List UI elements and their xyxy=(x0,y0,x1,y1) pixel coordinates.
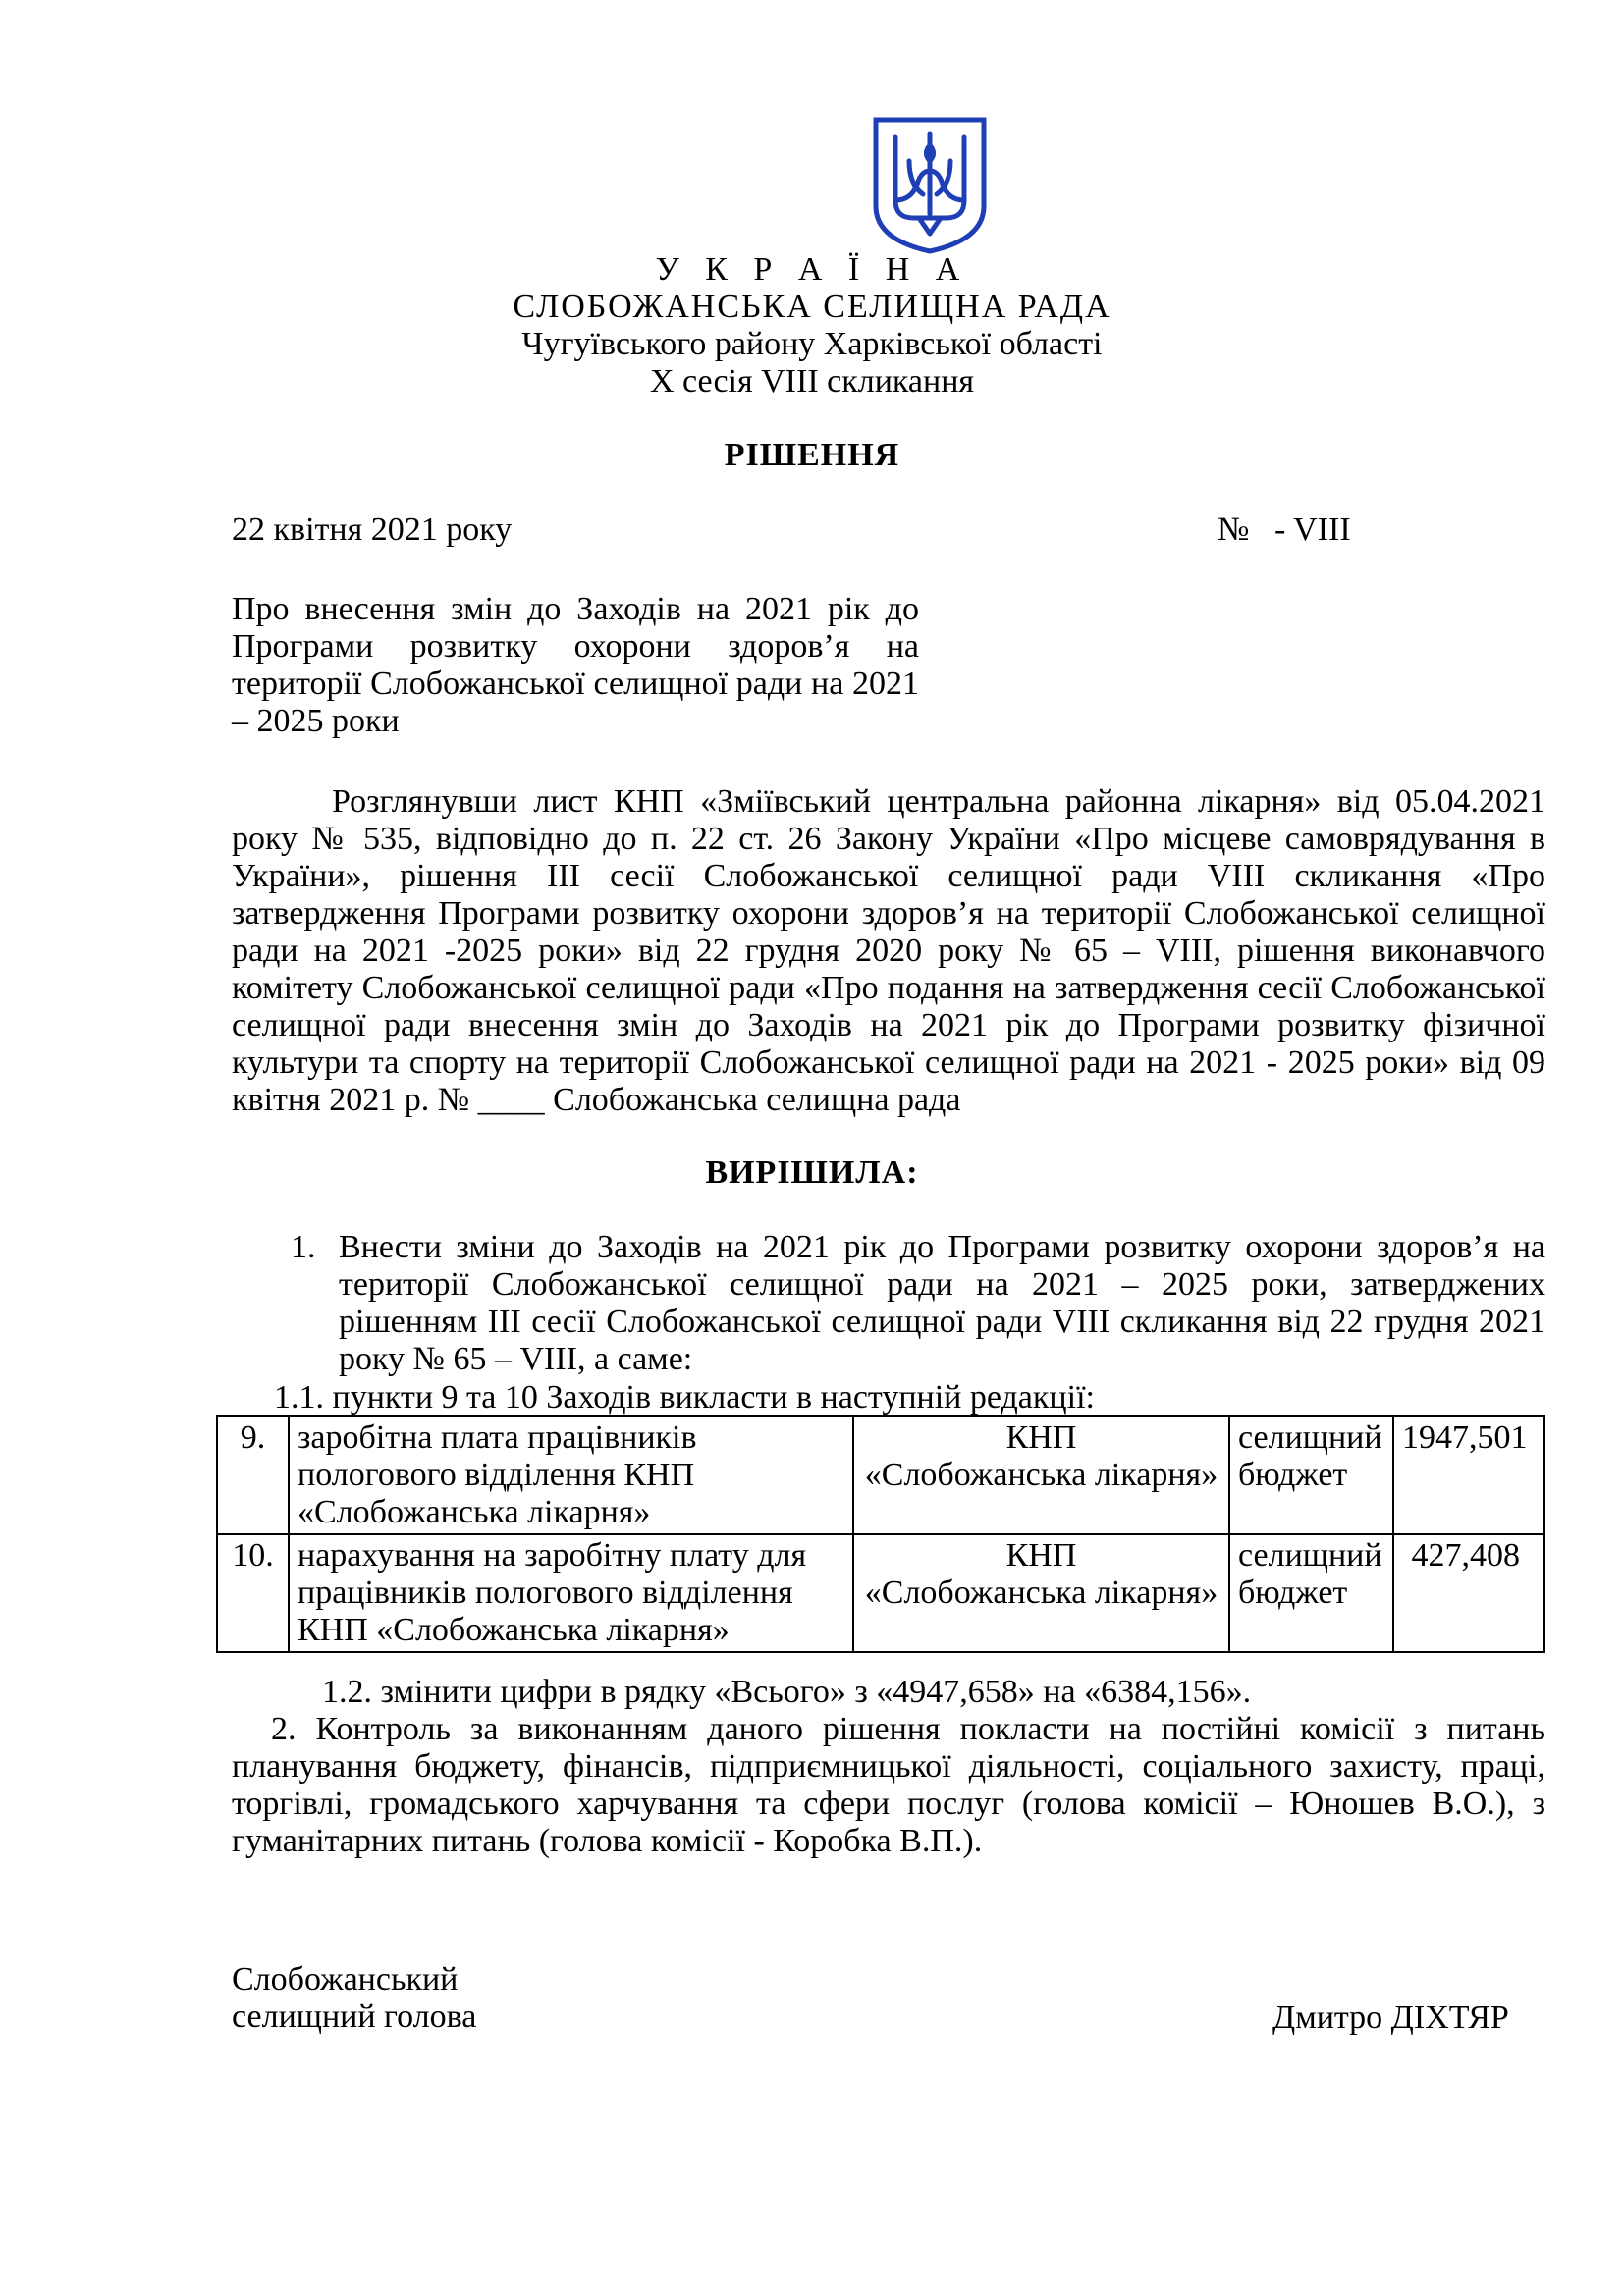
country-name: У К Р А Ї Н А xyxy=(655,251,969,288)
source-line: селищний xyxy=(1238,1419,1382,1456)
session-name: X сесія VIII скликання xyxy=(649,363,975,400)
source-line: селищний xyxy=(1238,1537,1382,1574)
row-number: 9. xyxy=(217,1416,289,1534)
row-organization xyxy=(853,1416,1229,1534)
table-row xyxy=(217,1534,1544,1652)
org-line: «Слобожанська лікарня» xyxy=(864,1575,1218,1611)
position-line: Слобожанський xyxy=(232,1961,459,1998)
document-title: РІШЕННЯ xyxy=(724,437,900,473)
position-line: селищний голова xyxy=(232,1999,477,2035)
resolution-item-2: 2. Контроль за виконанням даного рішення покласти на постійні комісії з питань планування бюджету, фінансів, підприємницької діяльності, соціального захисту, праці, торгівлі, громадського харчування та сфери послуг (голова комісії – Юношев В.О.), з гуманітарних питань (голова комісії - Коробка В.П.). xyxy=(232,1711,1545,1859)
document-date: 22 квітня 2021 року xyxy=(232,511,513,548)
org-line: КНП xyxy=(1005,1537,1077,1574)
row-amount: 427,408 xyxy=(1393,1534,1544,1652)
row-organization xyxy=(853,1534,1229,1652)
item-number: 1. xyxy=(291,1229,316,1265)
item-text: Внести зміни до Заходів на 2021 рік до Програми розвитку охорони здоров’я на території Слобожанської селищної ради на 2021 – 2025 роки, затверджених рішенням ІІІ сесії Слобожанської селищної ради VIII скликання від 22 грудня 2021 року № 65 – VIII, а саме: xyxy=(339,1229,1545,1377)
document-header xyxy=(0,251,1624,400)
sub-item-1-2: 1.2. змінити цифри в рядку «Всього» з «4947,658» на «6384,156». xyxy=(322,1674,1252,1710)
org-line: «Слобожанська лікарня» xyxy=(864,1457,1218,1493)
row-funding-source xyxy=(1229,1534,1393,1652)
signatory-position xyxy=(232,1961,476,2036)
coat-of-arms-icon xyxy=(872,116,988,255)
source-line: бюджет xyxy=(1238,1575,1348,1611)
table-row xyxy=(217,1416,1544,1534)
signatory-name: Дмитро ДІХТЯР xyxy=(1272,2000,1509,2036)
document-number: № - VIII xyxy=(1218,511,1351,548)
row-amount: 1947,501 xyxy=(1393,1416,1544,1534)
decided-heading: ВИРІШИЛА: xyxy=(705,1154,919,1191)
row-description: нарахування на заробітну плату для працівників пологового відділення КНП «Слобожанська лікарня» xyxy=(289,1534,853,1652)
district-name: Чугуївського району Харківської області xyxy=(521,326,1103,362)
row-number: 10. xyxy=(217,1534,289,1652)
row-funding-source xyxy=(1229,1416,1393,1534)
document-subject: Про внесення змін до Заходів на 2021 рік до Програми розвитку охорони здоров’я на території Слобожанської селищної ради на 2021 – 2025 роки xyxy=(232,591,919,739)
source-line: бюджет xyxy=(1238,1457,1348,1493)
council-name: СЛОБОЖАНСЬКА СЕЛИЩНА РАДА xyxy=(513,289,1111,325)
row-description: заробітна плата працівників пологового відділення КНП «Слобожанська лікарня» xyxy=(289,1416,853,1534)
org-line: КНП xyxy=(1005,1419,1077,1456)
sub-item-1-1: 1.1. пункти 9 та 10 Заходів викласти в наступній редакції: xyxy=(274,1379,1095,1415)
preamble-paragraph: Розглянувши лист КНП «Зміївський центральна районна лікарня» від 05.04.2021 року № 535, відповідно до п. 22 ст. 26 Закону України «Про місцеве самоврядування в України», рішення ІІІ сесії Слобожанської селищної ради VIII скликання «Про затвердження Програми розвитку охорони здоров’я на території Слобожанської селищної ради на 2021 -2025 роки» від 22 грудня 2020 року № 65 – VIII, рішення виконавчого комітету Слобожанської селищної ради «Про подання на затвердження сесії Слобожанської селищної ради внесення змін до Заходів на 2021 рік до Програми розвитку фізичної культури та спорту на території Слобожанської селищної ради на 2021 - 2025 роки» від 09 квітня 2021 р. № ____ Слобожанська селищна рада xyxy=(232,783,1545,1118)
changes-table xyxy=(216,1415,1545,1653)
